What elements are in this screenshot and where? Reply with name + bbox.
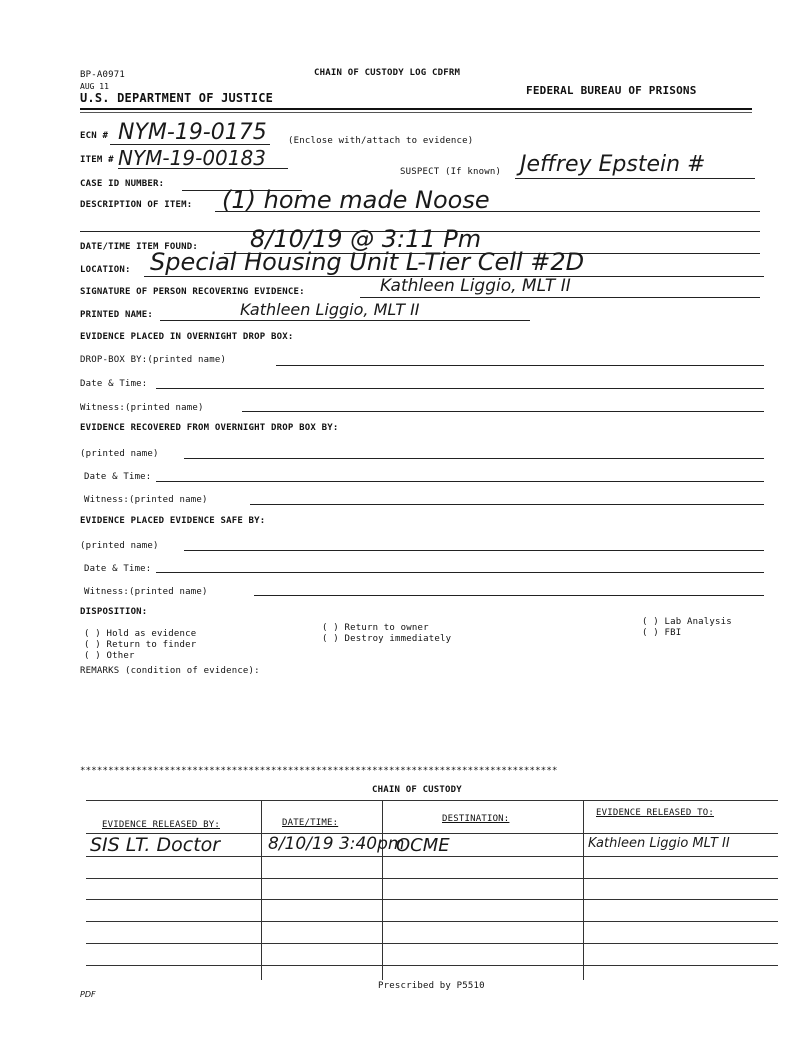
row1-released-to[interactable]: Kathleen Liggio MLT II [588, 836, 730, 851]
drop-box-by-label: DROP-BOX BY:(printed name) [80, 355, 227, 365]
description-value[interactable]: (1) home made Noose [222, 186, 490, 214]
item-label: ITEM # [80, 155, 114, 165]
ecn-label: ECN # [80, 131, 109, 141]
drop-box-by-line[interactable] [276, 365, 764, 366]
recovered-witness-line[interactable] [250, 504, 764, 505]
ecn-value[interactable]: NYM-19-0175 [118, 120, 267, 145]
printed-name-value[interactable]: Kathleen Liggio, MLT II [240, 300, 420, 319]
disposition-heading: DISPOSITION: [80, 607, 148, 617]
case-id-label: CASE ID NUMBER: [80, 179, 165, 189]
item-value[interactable]: NYM-19-00183 [118, 146, 266, 170]
header-rule-thin [80, 112, 752, 113]
recovered-name-label: (printed name) [80, 449, 159, 459]
recovered-witness-label: Witness:(printed name) [84, 495, 208, 505]
custody-table [86, 800, 778, 980]
printed-name-label: PRINTED NAME: [80, 310, 154, 320]
location-label: LOCATION: [80, 265, 131, 275]
bureau-name: FEDERAL BUREAU OF PRISONS [526, 84, 697, 97]
signature-label: SIGNATURE OF PERSON RECOVERING EVIDENCE: [80, 287, 305, 297]
row1-date-time[interactable]: 8/10/19 3:40pm [268, 834, 405, 854]
header-rule [80, 108, 752, 110]
signature-value[interactable]: Kathleen Liggio, MLT II [380, 276, 571, 296]
option-other[interactable]: ( ) Other [84, 651, 135, 661]
safe-heading: EVIDENCE PLACED EVIDENCE SAFE BY: [80, 516, 266, 526]
datetime-label: DATE/TIME ITEM FOUND: [80, 242, 198, 252]
recovered-date-label: Date & Time: [84, 472, 152, 482]
suspect-value[interactable]: Jeffrey Epstein # [520, 152, 706, 177]
drop-box-witness-label: Witness:(printed name) [80, 403, 204, 413]
drop-box-heading: EVIDENCE PLACED IN OVERNIGHT DROP BOX: [80, 332, 294, 342]
remarks-label: REMARKS (condition of evidence): [80, 666, 260, 676]
option-owner[interactable]: ( ) Return to owner [322, 623, 429, 633]
star-divider: ************************************************************************************* [80, 766, 558, 776]
pdf-mark: PDF [80, 990, 96, 999]
safe-witness-line[interactable] [254, 595, 764, 596]
col-destination: DESTINATION: [442, 814, 510, 824]
drop-box-witness-line[interactable] [242, 411, 764, 412]
recovered-date-line[interactable] [156, 481, 764, 482]
row1-released-by[interactable]: SIS LT. Doctor [90, 834, 221, 856]
agency-name: U.S. DEPARTMENT OF JUSTICE [80, 91, 274, 105]
safe-witness-label: Witness:(printed name) [84, 587, 208, 597]
drop-box-date-label: Date & Time: [80, 379, 148, 389]
option-destroy[interactable]: ( ) Destroy immediately [322, 634, 452, 644]
option-hold[interactable]: ( ) Hold as evidence [84, 629, 197, 639]
row1-destination[interactable]: OCME [396, 835, 450, 856]
suspect-label: SUSPECT (If known) [400, 167, 502, 177]
enclose-note: (Enclose with/attach to evidence) [288, 136, 474, 146]
col-date-time: DATE/TIME: [282, 818, 339, 828]
safe-date-line[interactable] [156, 572, 764, 573]
description-label: DESCRIPTION OF ITEM: [80, 200, 193, 210]
safe-name-line[interactable] [184, 550, 764, 551]
form-number: BP-A0971 [80, 70, 125, 80]
recovered-name-line[interactable] [184, 458, 764, 459]
location-value[interactable]: Special Housing Unit L-Tier Cell #2D [150, 248, 585, 276]
safe-date-label: Date & Time: [84, 564, 152, 574]
prescribed-note: Prescribed by P5510 [378, 981, 485, 991]
recovered-heading: EVIDENCE RECOVERED FROM OVERNIGHT DROP BOX BY: [80, 423, 339, 433]
form-title: CHAIN OF CUSTODY LOG CDFRM [314, 68, 461, 78]
option-fbi[interactable]: ( ) FBI [642, 628, 682, 638]
col-released-by: EVIDENCE RELEASED BY: [102, 820, 220, 830]
form-date: AUG 11 [80, 82, 109, 91]
option-lab[interactable]: ( ) Lab Analysis [642, 617, 732, 627]
datetime-value[interactable]: 8/10/19 @ 3:11 Pm [250, 225, 482, 253]
col-released-to: EVIDENCE RELEASED TO: [596, 808, 714, 818]
safe-name-label: (printed name) [80, 541, 159, 551]
custody-title: CHAIN OF CUSTODY [372, 785, 462, 795]
option-finder[interactable]: ( ) Return to finder [84, 640, 197, 650]
drop-box-date-line[interactable] [156, 388, 764, 389]
